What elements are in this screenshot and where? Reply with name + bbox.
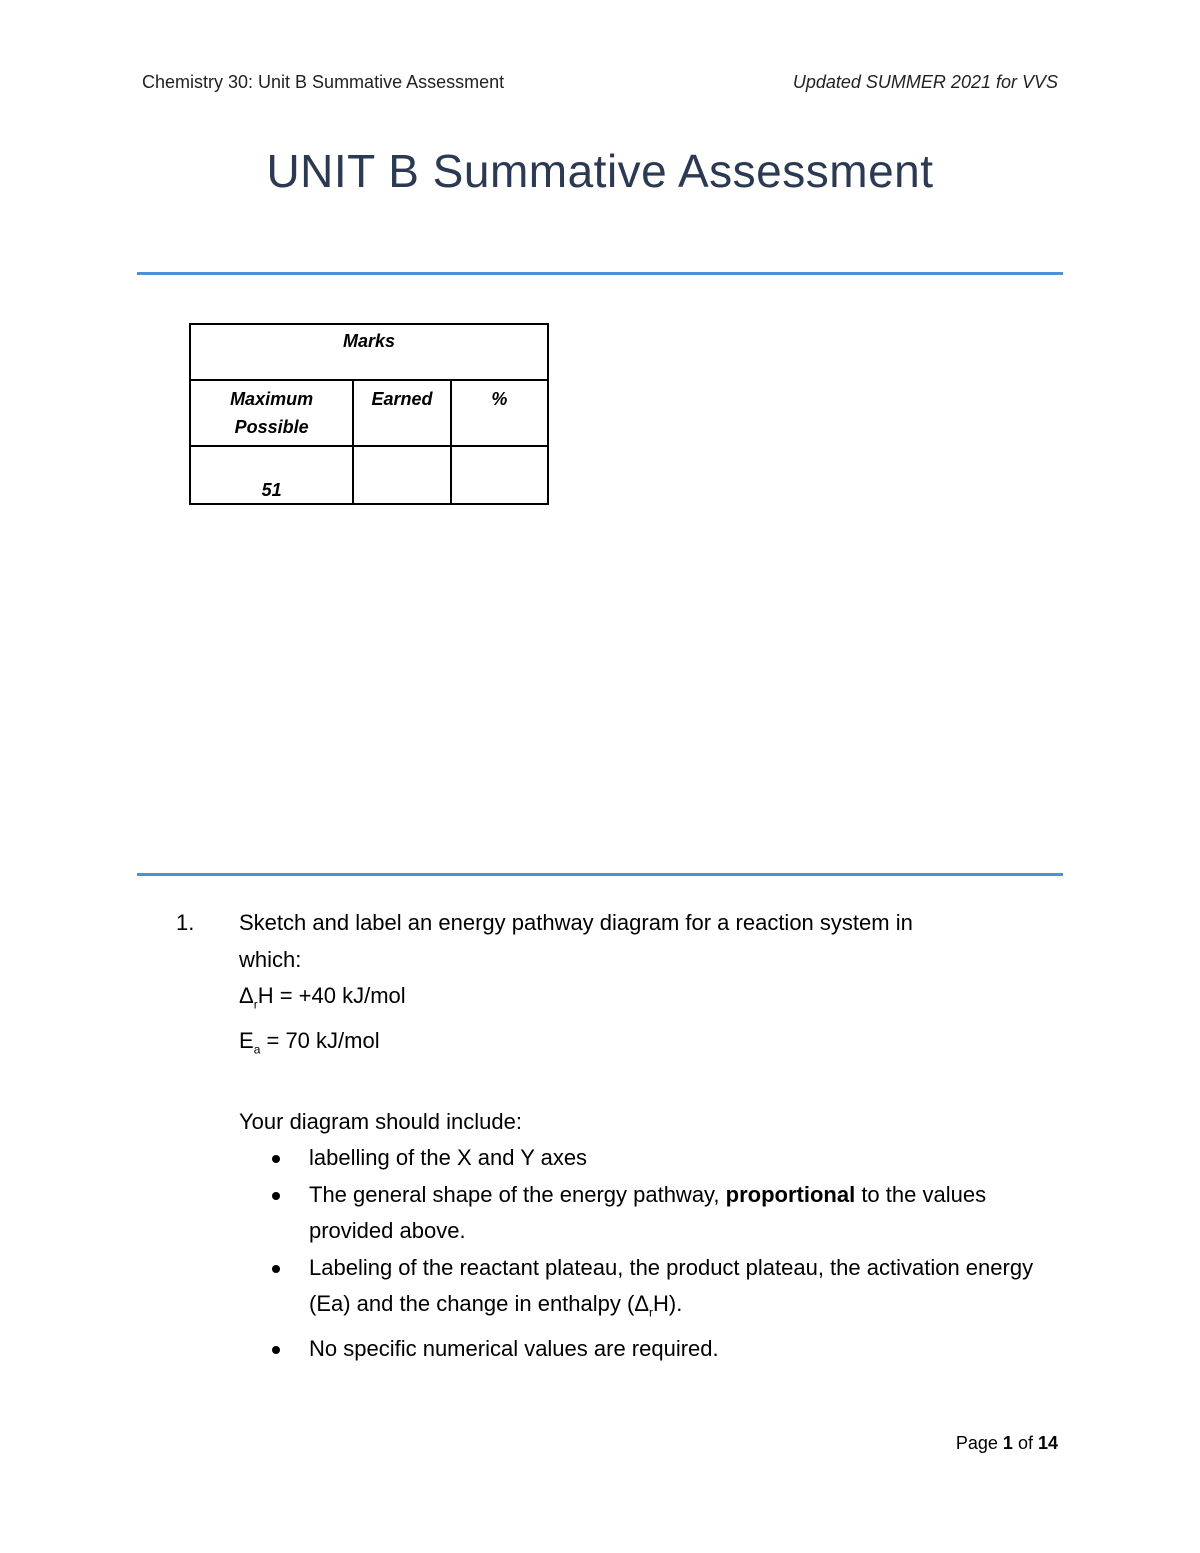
enthalpy-delta: Δ	[239, 983, 254, 1008]
prompt-line1: Sketch and label an energy pathway diagram for a reaction system in	[239, 910, 913, 935]
page-footer	[956, 1433, 1058, 1454]
criteria-item-3	[309, 1250, 1039, 1331]
criteria-text-3a: Labeling of the reactant plateau, the product plateau, the activation energy (Ea) and the change in enthalpy (Δ	[309, 1254, 1034, 1317]
question-prompt	[239, 905, 1039, 978]
criteria-text-3-sub: r	[649, 1305, 654, 1320]
enthalpy-value	[239, 978, 1039, 1023]
divider-bottom	[137, 873, 1063, 876]
marks-heading: Marks	[190, 324, 548, 380]
criteria-item-4	[309, 1331, 1039, 1368]
header-updated: Updated SUMMER 2021 for VVS	[792, 72, 1058, 92]
divider-top	[137, 272, 1063, 275]
bullet-icon	[272, 1265, 280, 1273]
question-number: 1.	[176, 910, 195, 935]
col-percent: %	[451, 380, 548, 446]
ea-letter: E	[239, 1027, 254, 1053]
criteria-text-2b: to the values provided above.	[309, 1181, 987, 1244]
footer-page-total: 14	[1037, 1433, 1058, 1453]
criteria-text-3b: H).	[653, 1291, 683, 1317]
criteria-text-4: No specific numerical values are required.	[309, 1336, 719, 1362]
bullet-icon	[272, 1155, 280, 1163]
col-maximum-line1: Maximum	[230, 389, 314, 409]
footer-page-word: Page	[955, 1433, 998, 1453]
marks-table	[189, 323, 549, 505]
activation-energy-value	[239, 1023, 1039, 1068]
bullet-icon	[272, 1192, 280, 1200]
criteria-item-1	[309, 1140, 1039, 1177]
criteria-list	[309, 1140, 1039, 1367]
enthalpy-sub: r	[253, 997, 258, 1012]
include-intro: Your diagram should include:	[239, 1108, 522, 1134]
header-course: Chemistry 30: Unit B Summative Assessment	[142, 72, 505, 92]
criteria-text-1: labelling of the X and Y axes	[309, 1145, 588, 1171]
max-value-cell: 51	[190, 446, 353, 504]
ea-sub: a	[253, 1042, 261, 1057]
criteria-text-2a: The general shape of the energy pathway,	[309, 1181, 726, 1207]
footer-of-word: of	[1017, 1433, 1033, 1453]
earned-value-cell[interactable]	[353, 446, 451, 504]
col-maximum-possible	[190, 380, 353, 446]
percent-value-cell[interactable]	[451, 446, 548, 504]
footer-page-num: 1	[1002, 1433, 1013, 1453]
enthalpy-rest: H = +40 kJ/mol	[257, 983, 406, 1008]
prompt-line2: which:	[239, 946, 302, 972]
ea-rest: = 70 kJ/mol	[260, 1027, 380, 1053]
question-body	[239, 905, 1039, 1368]
col-earned: Earned	[353, 380, 451, 446]
page-title: UNIT B Summative Assessment	[266, 145, 934, 197]
criteria-item-2	[309, 1177, 1039, 1250]
bullet-icon	[272, 1346, 280, 1354]
col-maximum-line2: Possible	[234, 417, 309, 437]
criteria-text-2-bold: proportional	[725, 1181, 856, 1207]
